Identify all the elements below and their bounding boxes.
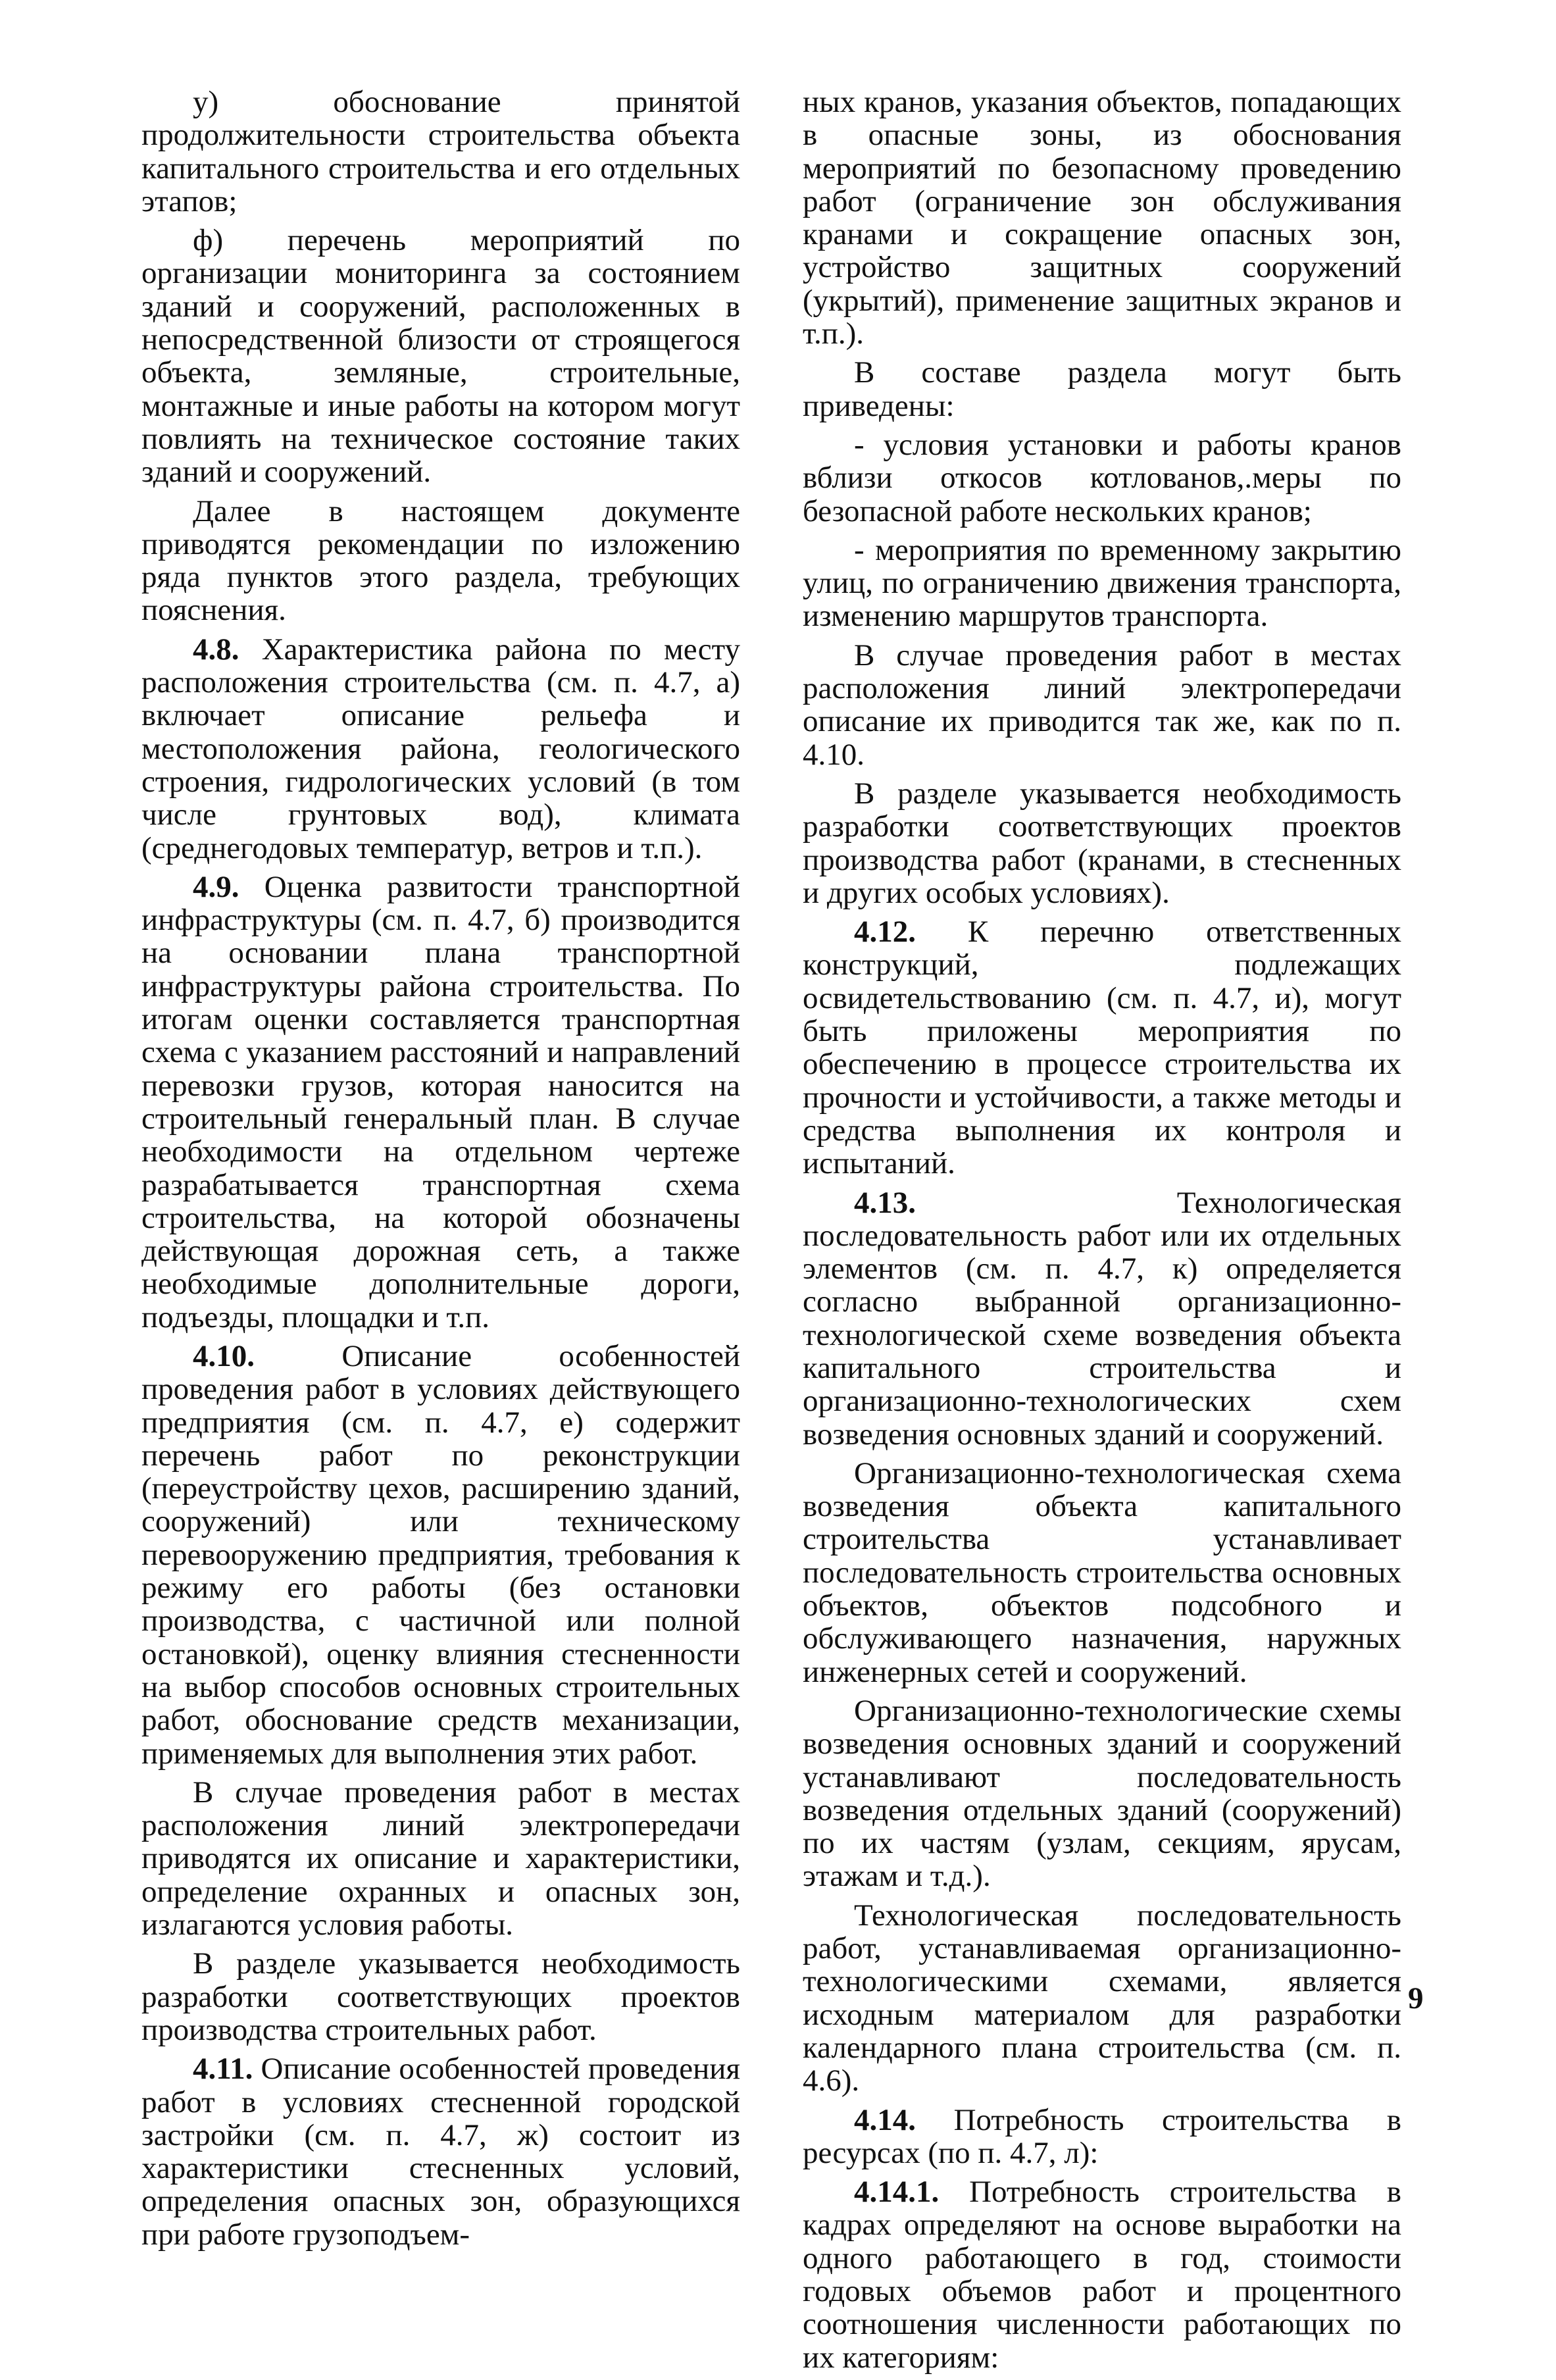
paragraph bbox=[141, 495, 740, 627]
paragraph bbox=[803, 1899, 1401, 2098]
paragraph bbox=[803, 356, 1401, 422]
paragraph bbox=[141, 2052, 740, 2251]
paragraph bbox=[141, 1340, 740, 1770]
paragraph bbox=[141, 871, 740, 1334]
paragraph-text: ных кранов, указания объектов, попадающих в опасные зоны, из обоснования мероприятий по безопасному проведению работ (ограничение зон обслуживания кранами и сокращение опасных зон, устройство защитных сооружений (укрытий), применение защитных экранов и т.п.). bbox=[803, 85, 1401, 351]
paragraph bbox=[803, 534, 1401, 633]
paragraph-text: В разделе указывается необходимость разработки соответствующих проектов производства строительных работ. bbox=[141, 1946, 740, 2047]
paragraph bbox=[141, 224, 740, 488]
paragraph-text: В составе раздела могут быть приведены: bbox=[803, 355, 1401, 423]
paragraph bbox=[141, 86, 740, 218]
paragraph-text: В разделе указывается необходимость разработки соответствующих проектов производства работ (кранами, в стесненных и других особых условиях). bbox=[803, 776, 1401, 910]
paragraph-text: Описание особенностей проведения работ в условиях действующего предприятия (см. п. 4.7, е) содержит перечень работ по реконструкции (переустройству цехов, расширению зданий, сооружений) или техническому перевооружению предприятия, требования к режиму его работы (без остановки производства, с частичной или полной остановкой), оценку влияния стесненности на выбор способов основных строительных работ, обоснование средств механизации, применяемых для выполнения этих работ. bbox=[141, 1338, 740, 1771]
paragraph bbox=[141, 1776, 740, 1941]
paragraph bbox=[803, 2104, 1401, 2170]
paragraph bbox=[803, 1694, 1401, 1893]
section-number: 4.14.1. bbox=[854, 2175, 940, 2210]
paragraph bbox=[803, 1186, 1401, 1451]
paragraph-text: В случае проведения работ в местах расположения линий электропередачи описание их приводится так же, как по п. 4.10. bbox=[803, 638, 1401, 772]
paragraph bbox=[141, 633, 740, 865]
paragraph-text: у) обоснование принятой продолжительности строительства объекта капитального строительства и его отдельных этапов; bbox=[141, 85, 740, 218]
paragraph-text: Характеристика района по месту расположения строительства (см. п. 4.7, а) включает описание рельефа и местоположения района, геологического строения, гидрологических условий (в том числе грунтовых вод), климата (среднегодовых температур, ветров и т.п.). bbox=[141, 632, 741, 865]
paragraph bbox=[803, 777, 1401, 909]
right-text-column bbox=[803, 86, 1401, 2380]
page-number: 9 bbox=[1408, 1981, 1424, 2015]
section-number: 4.13. bbox=[854, 1185, 916, 1220]
paragraph-text: - условия установки и работы кранов вблизи откосов котлованов,.меры по безопасной работе нескольких кранов; bbox=[803, 427, 1401, 528]
paragraph-text: Далее в настоящем документе приводятся рекомендации по изложению ряда пунктов этого раздела, требующих пояснения. bbox=[141, 494, 740, 628]
paragraph-text: Описание особенностей проведения работ в условиях стесненной городской застройки (см. п. 4.7, ж) состоит из характеристики стесненных условий, определения опасных зон, образующихся при работе грузоподъем- bbox=[141, 2052, 740, 2252]
paragraph-text: В случае проведения работ в местах расположения линий электропередачи приводятся их описание и характеристики, определение охранных и опасных зон, излагаются условия работы. bbox=[141, 1775, 740, 1942]
section-number: 4.8. bbox=[193, 632, 239, 667]
paragraph bbox=[803, 2175, 1401, 2374]
paragraph-text: Технологическая последовательность работ или их отдельных элементов (см. п. 4.7, к) определяется согласно выбранной организационно-технологической схеме возведения объекта капитального строительства и организационно-технологических схем возведения основных зданий и сооружений. bbox=[803, 1185, 1401, 1452]
section-number: 4.10. bbox=[193, 1338, 255, 1373]
paragraph bbox=[803, 1457, 1401, 1688]
left-text-column bbox=[141, 86, 740, 2257]
paragraph bbox=[803, 428, 1401, 528]
paragraph bbox=[803, 915, 1401, 1180]
paragraph-text: Потребность строительства в ресурсах (по п. 4.7, л): bbox=[803, 2102, 1401, 2170]
section-number: 4.14. bbox=[854, 2102, 916, 2137]
paragraph bbox=[141, 1947, 740, 2046]
paragraph-text: Организационно-технологические схемы возведения основных зданий и сооружений устанавливают последовательность возведения отдельных зданий (сооружений) по их частям (узлам, секциям, ярусам, этажам и т.д.). bbox=[803, 1693, 1401, 1894]
section-number: 4.12. bbox=[854, 915, 916, 949]
paragraph-text: - мероприятия по временному закрытию улиц, по ограничению движения транспорта, изменению маршрутов транспорта. bbox=[803, 532, 1401, 634]
section-number: 4.11. bbox=[193, 2052, 253, 2087]
paragraph-text: Технологическая последовательность работ, устанавливаемая организационно-технологическими схемами, является исходным материалом для разработки календарного плана строительства (см. п. 4.6). bbox=[803, 1898, 1401, 2098]
paragraph-text: ф) перечень мероприятий по организации мониторинга за состоянием зданий и сооружений, расположенных в непосредственной близости от строящегося объекта, земляные, строительные, монтажные и иные работы на котором могут повлиять на техническое состояние таких зданий и сооружений. bbox=[141, 223, 740, 490]
paragraph-text: К перечню ответственных конструкций, подлежащих освидетельствованию (см. п. 4.7, и), могут быть приложены мероприятия по обеспечению в процессе строительства их прочности и устойчивости, а также методы и средства выполнения их контроля и испытаний. bbox=[803, 915, 1401, 1181]
paragraph-text: Потребность строительства в кадрах определяют на основе выработки на одного работающего в год, стоимости годовых объемов работ и процентного соотношения численности работающих по их категориям: bbox=[803, 2175, 1401, 2375]
paragraph-text: Оценка развитости транспортной инфраструктуры (см. п. 4.7, б) производится на основании плана транспортной инфраструктуры района строительства. По итогам оценки составляется транспортная схема с указанием расстояний и направлений перевозки грузов, которая наносится на строительный генеральный план. В случае необходимости на отдельном чертеже разрабатывается транспортная схема строительства, на которой обозначены действующая дорожная сеть, а также необходимые дополнительные дороги, подъезды, площадки и т.п. bbox=[141, 869, 741, 1334]
section-number: 4.9. bbox=[193, 869, 239, 904]
paragraph bbox=[803, 639, 1401, 771]
paragraph bbox=[803, 86, 1401, 350]
paragraph-text: Организационно-технологическая схема возведения объекта капитального строительства устанавливает последовательность строительства основных объектов, объектов подсобного и обслуживающего назначения, наружных инженерных сетей и сооружений. bbox=[803, 1456, 1401, 1689]
